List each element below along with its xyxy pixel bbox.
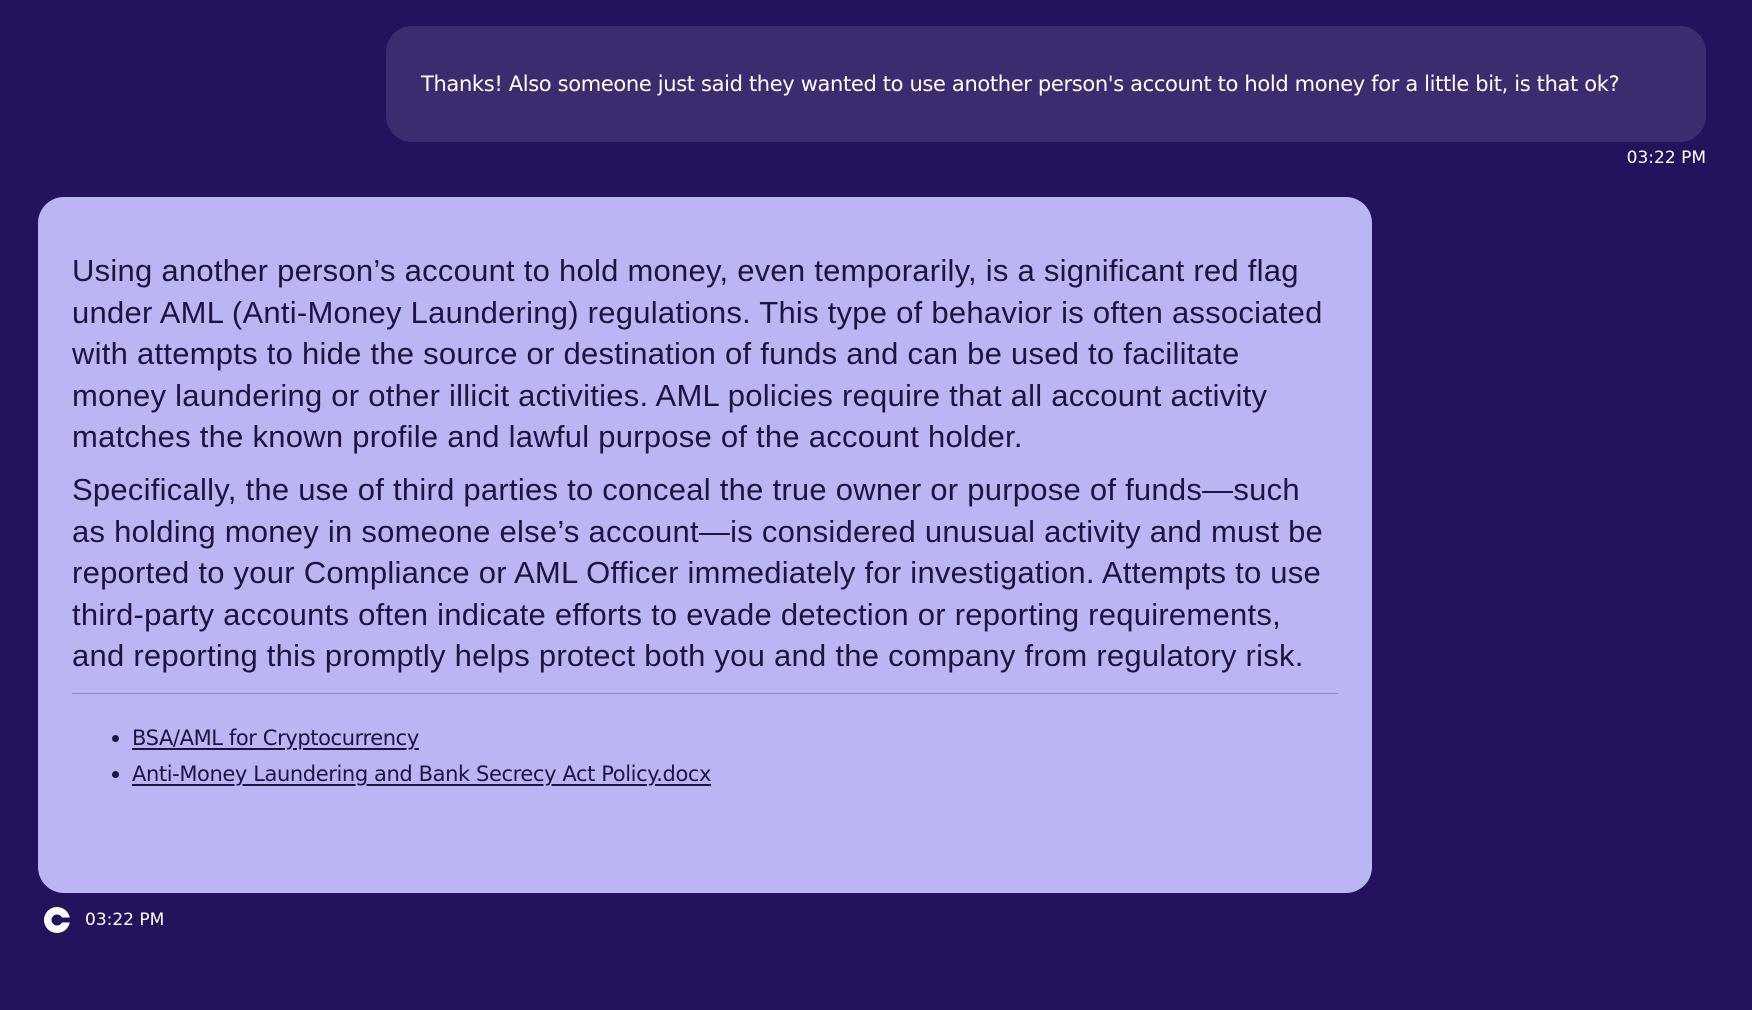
source-link[interactable]: BSA/AML for Cryptocurrency bbox=[132, 725, 419, 750]
user-message-bubble bbox=[386, 26, 1706, 142]
sources-divider bbox=[72, 693, 1338, 694]
assistant-message-bubble bbox=[38, 197, 1372, 893]
assistant-logo-icon bbox=[43, 906, 71, 934]
source-list bbox=[72, 720, 1338, 792]
assistant-paragraph: Using another person’s account to hold money, even temporarily, is a significant red flag under AML (Anti-Money Laundering) regulations. This type of behavior is often associated with attempts to hide the source or destination of funds and can be used to facilitate money laundering or other illicit activities. AML policies require that all account activity matches the known profile and lawful purpose of the account holder. bbox=[72, 253, 1323, 455]
assistant-message-timestamp: 03:22 PM bbox=[85, 910, 165, 930]
source-list-item bbox=[132, 756, 1338, 792]
user-message-text: Thanks! Also someone just said they wanted to use another person's account to hold money for a little bit, is that ok? bbox=[421, 72, 1620, 96]
assistant-message-footer bbox=[43, 906, 164, 934]
user-message-timestamp: 03:22 PM bbox=[1626, 148, 1706, 168]
source-list-item bbox=[132, 720, 1338, 756]
source-link[interactable]: Anti-Money Laundering and Bank Secrecy Act Policy.docx bbox=[132, 761, 712, 786]
assistant-paragraph: Specifically, the use of third parties to conceal the true owner or purpose of funds—such as holding money in someone else’s account—is considered unusual activity and must be reported to your Compliance or AML Officer immediately for investigation. Attempts to use third-party accounts often indicate efforts to evade detection or reporting requirements, and reporting this promptly helps protect both you and the company from regulatory risk. bbox=[72, 471, 1324, 674]
